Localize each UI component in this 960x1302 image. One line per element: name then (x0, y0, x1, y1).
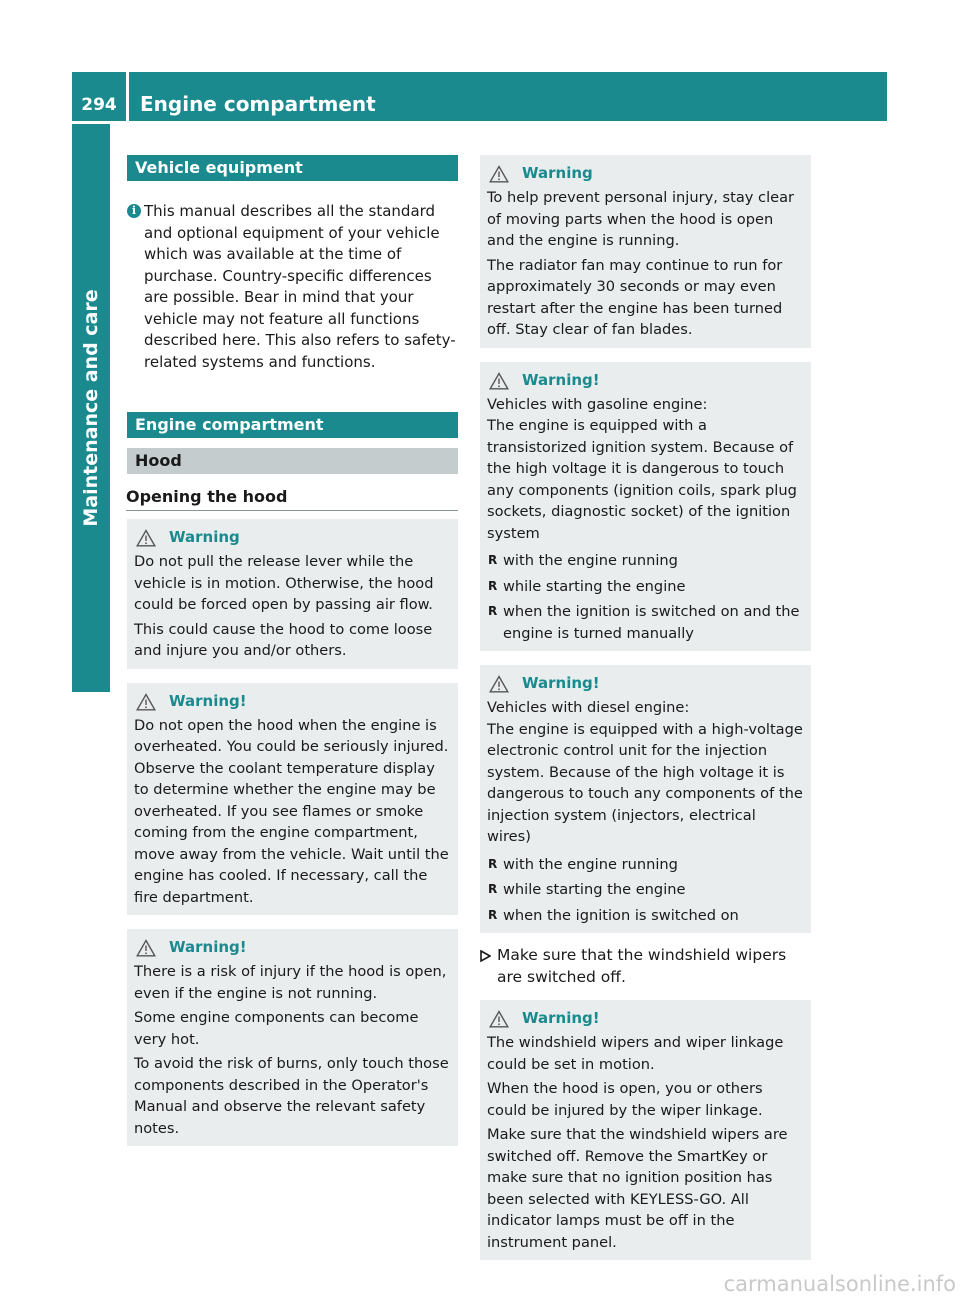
warning-title: Warning (134, 525, 450, 551)
warning-title: Warning (487, 161, 803, 187)
warning-title: Warning! (134, 935, 450, 961)
warning-text: Make sure that the windshield wipers are switched off. Remove the SmartKey or make sure that no ignition position has been selected with KEYLESS-GO. All indicator lamps must be off in the instrument panel. (487, 1126, 788, 1251)
list-item: R with the engine running (487, 550, 803, 572)
side-tab-label: Maintenance and care (80, 289, 102, 527)
warning-text: Some engine components can become very hot. (134, 1009, 419, 1048)
warning-triangle-icon (136, 939, 156, 957)
page-number: 294 (72, 72, 126, 121)
warning-box-moving-parts (480, 155, 811, 348)
warning-text: The engine is equipped with a transistorized ignition system. Because of the high voltage it is dangerous to touch any components (ignition coils, spark plug sockets, diagnostic socket) of the ignition system (487, 417, 797, 542)
warning-text: To help prevent personal injury, stay clear of moving parts when the hood is open and the engine is running. (487, 189, 795, 249)
engine-compartment-heading: Engine compartment (127, 412, 458, 438)
warning-triangle-icon (489, 1010, 509, 1028)
warning-box-release-lever (127, 519, 458, 669)
warning-text: The radiator fan may continue to run for approximately 30 seconds or may even restart after the engine has been turned off. Stay clear of fan blades. (487, 256, 783, 338)
warning-triangle-icon (489, 372, 509, 390)
warning-text: When the hood is open, you or others could be injured by the wiper linkage. (487, 1080, 763, 1119)
page-header-title: Engine compartment (129, 72, 887, 121)
hood-heading: Hood (127, 448, 458, 474)
watermark: carmanualsonline.info (723, 1272, 956, 1296)
right-column (480, 155, 811, 1260)
warning-text: The windshield wipers and wiper linkage could be set in motion. (487, 1034, 784, 1073)
side-tab (72, 124, 110, 692)
info-icon: i (127, 204, 141, 218)
warning-title: Warning! (487, 1006, 803, 1032)
warning-bullet-list (487, 550, 803, 644)
warning-title: Warning! (134, 689, 450, 715)
warning-intro: Vehicles with gasoline engine: (487, 395, 708, 413)
warning-text: Do not pull the release lever while the vehicle is in motion. Otherwise, the hood could be forced open by passing air flow. (134, 553, 434, 613)
warning-text: This could cause the hood to come loose and injure you and/or others. (134, 620, 433, 659)
warning-text: There is a risk of injury if the hood is open, even if the engine is not running. (134, 963, 447, 1002)
warning-box-gasoline (480, 362, 811, 652)
vehicle-equipment-heading: Vehicle equipment (127, 155, 458, 181)
list-item: R while starting the engine (487, 576, 803, 598)
warning-box-overheated (127, 683, 458, 916)
left-column (127, 155, 458, 1146)
warning-text: Do not open the hood when the engine is overheated. You could be seriously injured. Observe the coolant temperature display to determine whether the engine may be overheated. If you see flames or smoke coming from the engine compartment, move away from the vehicle. Wait until the engine has cooled. If necessary, call the fire department. (134, 716, 449, 906)
warning-intro: Vehicles with diesel engine: (487, 699, 690, 716)
warning-text: The engine is equipped with a high-voltage electronic control unit for the injection system. Because of the high voltage it is dangerous to touch any components of the injection system (injectors, electrical wires) (487, 720, 803, 845)
warning-triangle-icon (136, 529, 156, 547)
list-item: R when the ignition is switched on and the engine is turned manually (487, 601, 803, 644)
list-item: R while starting the engine (487, 879, 803, 901)
step-text: Make sure that the windshield wipers are switched off. (497, 946, 787, 986)
warning-box-wipers (480, 1000, 811, 1260)
step-arrow-icon (480, 950, 491, 962)
list-item: R when the ignition is switched on (487, 905, 803, 927)
warning-title: Warning! (487, 671, 803, 697)
warning-triangle-icon (489, 165, 509, 183)
opening-hood-heading: Opening the hood (126, 487, 458, 511)
list-item: R with the engine running (487, 854, 803, 876)
instruction-step (480, 945, 811, 988)
warning-bullet-list (487, 854, 803, 927)
warning-text: To avoid the risk of burns, only touch those components described in the Operator's Manual and observe the relevant safety notes. (134, 1055, 449, 1137)
info-note (127, 201, 458, 373)
warning-box-burns (127, 929, 458, 1146)
warning-triangle-icon (489, 675, 509, 693)
warning-title: Warning! (487, 368, 803, 394)
warning-triangle-icon (136, 693, 156, 711)
side-tab-marker (72, 636, 110, 692)
warning-box-diesel (480, 665, 811, 933)
info-text: This manual describes all the standard and optional equipment of your vehicle which was available at the time of purchase. Country-specific differences are possible. Bear in mind that your vehicle may not feature all functions described here. This also refers to safety-related systems and functions. (144, 202, 456, 371)
